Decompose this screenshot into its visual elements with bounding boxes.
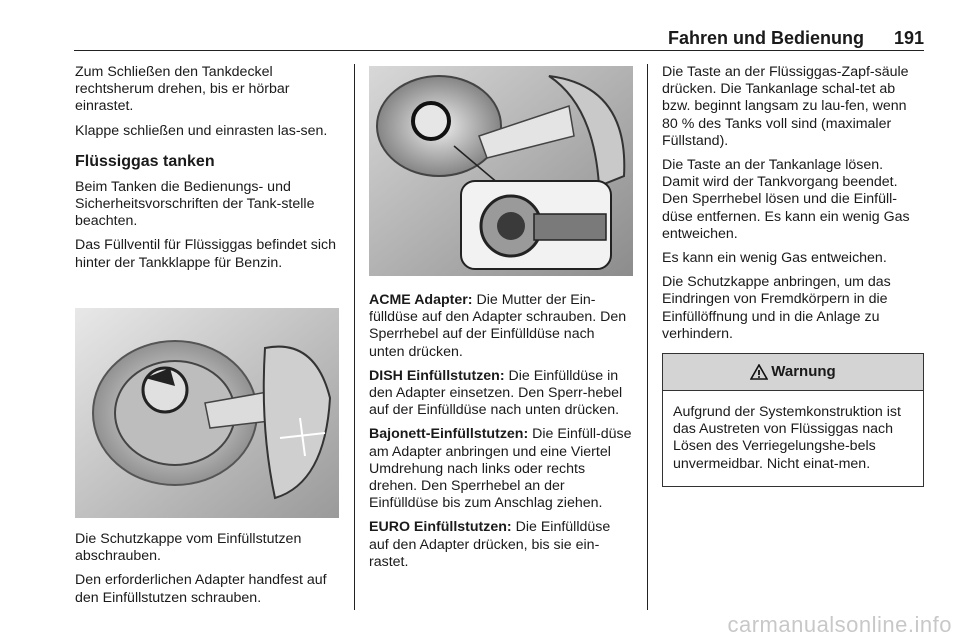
paragraph: Die Taste an der Tankanlage lösen. Damit wird der Tankvorgang beendet. Den Sperrhebel lösen und die Einfüll-düse entfernen. Es kann ein wenig Gas entweichen. — [662, 157, 910, 242]
page-header — [74, 28, 924, 51]
paragraph: Es kann ein wenig Gas entweichen. — [662, 250, 887, 267]
list-item — [369, 426, 633, 512]
paragraph: Zum Schließen den Tankdeckel rechtsherum drehen, bis er hörbar einrastet. — [75, 64, 290, 115]
column-right — [662, 64, 924, 487]
term-label: EURO Einfüllstutzen: — [369, 519, 512, 536]
column-divider — [354, 64, 355, 610]
warning-text: Aufgrund der Systemkonstruktion ist das Austreten von Flüssiggas nach Lösen des Verriegelungshe-bels unvermeidbar. Nicht einat-men. — [673, 404, 901, 472]
term-text: Die Mutter der Ein-fülldüse auf den Adapter schrauben. Den Sperrhebel auf der Einfülldüse nach unten drücken. — [369, 292, 627, 360]
column-left-lower — [75, 531, 341, 614]
term-label: ACME Adapter: — [369, 292, 473, 308]
list-item — [369, 519, 633, 571]
warning-triangle-icon — [750, 364, 768, 380]
term-label: DISH Einfüllstutzen: — [369, 367, 505, 384]
paragraph: Die Taste an der Flüssiggas-Zapf-säule drücken. Die Tankanlage schal-tet ab bzw. beginnt langsam zu lau-fen, wenn 80 % des Tanks voll sind (maximaler Füllstand). — [662, 64, 909, 149]
page-number: 191 — [893, 28, 924, 48]
warning-box — [662, 353, 924, 487]
fuel-door-open-image — [75, 308, 339, 518]
column-left — [75, 64, 341, 279]
paragraph: Klappe schließen und einrasten las-sen. — [75, 122, 328, 139]
adapter-illustration — [369, 66, 633, 276]
column-middle — [369, 292, 633, 578]
chapter-title: Fahren und Bedienung — [668, 28, 864, 48]
term-label: Bajonett-Einfüllstutzen: — [369, 426, 529, 443]
fuel-cap-illustration — [75, 308, 339, 518]
column-divider — [647, 64, 648, 610]
watermark: carmanualsonline.info — [727, 612, 952, 637]
term-text: Die Einfülldüse in den Adapter einsetzen. Den Sperr-hebel auf der Einfülldüse nach unten drücken. — [369, 367, 623, 419]
list-item — [369, 292, 633, 361]
warning-title: Warnung — [771, 363, 836, 381]
paragraph: Beim Tanken die Bedienungs- und Sicherheitsvorschriften der Tank-stelle beachten. — [75, 178, 315, 230]
adapter-detail-image — [369, 66, 633, 276]
paragraph: Das Füllventil für Flüssiggas befindet sich hinter der Tankklappe für Benzin. — [75, 237, 337, 271]
paragraph: Den erforderlichen Adapter handfest auf den Einfüllstutzen schrauben. — [75, 572, 327, 606]
list-item — [369, 368, 633, 420]
section-heading: Flüssiggas tanken — [75, 152, 215, 170]
term-text: Die Einfüll-düse am Adapter anbringen und eine Viertel Umdrehung nach links oder rechts drehen. Den Sperrhebel an der Einfülldüse bis zum Anschlag ziehen. — [369, 426, 632, 512]
warning-header — [663, 354, 923, 391]
paragraph: Die Schutzkappe anbringen, um das Eindringen von Fremdkörpern in die Einfüllöffnung und in die Anlage zu verhindern. — [662, 274, 891, 342]
paragraph: Die Schutzkappe vom Einfüllstutzen abschrauben. — [75, 531, 302, 565]
term-text: Die Einfülldüse auf den Adapter drücken, bis sie ein-rastet. — [369, 519, 611, 570]
